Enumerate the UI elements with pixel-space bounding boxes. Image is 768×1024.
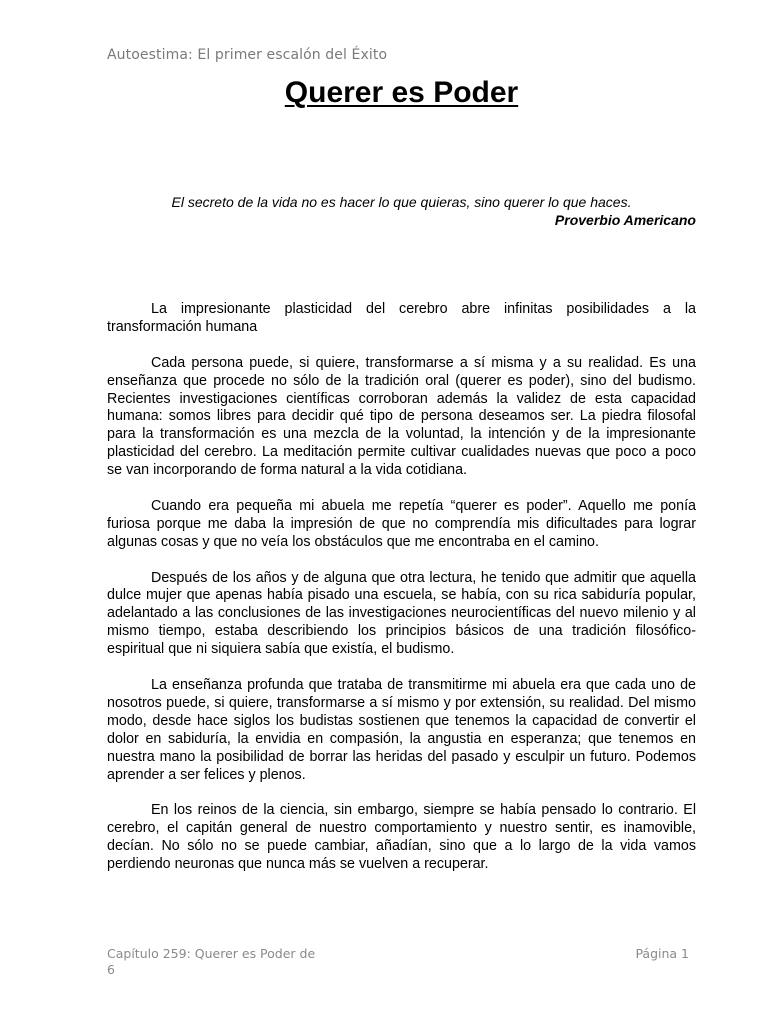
paragraph-2: Cada persona puede, si quiere, transformarse a sí misma y a su realidad. Es una enseñanza que procede no sólo de la tradición oral (querer es poder), sino del budismo. Recientes investigaciones científicas corroboran además la validez de esta capacidad humana: somos libres para decidir qué tipo de persona deseamos ser. La piedra filosofal para la transformación es una mezcla de la voluntad, la intención y de la impresionante plasticidad del cerebro. La meditación permite cultivar cualidades nuevas que poco a poco se van incorporando de forma natural a la vida cotidiana. [107,354,696,479]
epigraph-quote: El secreto de la vida no es hacer lo que quieras, sino querer lo que haces. [171,194,632,210]
footer-page-number: Página 1 [635,946,689,961]
paragraph-1: La impresionante plasticidad del cerebro abre infinitas posibilidades a la transformación humana [107,301,696,335]
paragraph-3: Cuando era pequeña mi abuela me repetía “querer es poder”. Aquello me ponía furiosa porque me daba la impresión de que no comprendía mis dificultades para lograr algunas cosas y que no veía los obstáculos que me encontraba en el camino. [107,497,696,550]
page-title-text: Querer es Poder [284,76,519,109]
footer-chapter: Capítulo 259: Querer es Poder de 6 [107,946,316,977]
paragraph-6: En los reinos de la ciencia, sin embargo, siempre se había pensado lo contrario. El cerebro, el capitán general de nuestro comportamiento y nuestro sentir, es inamovible, decían. No sólo no se puede cambiar, añadían, sino que a lo largo de la vida vamos perdiendo neuronas que nunca más se vuelven a recuperar. [107,802,696,873]
paragraph-4: Después de los años y de alguna que otra lectura, he tenido que admitir que aquella dulce mujer que apenas había pisado una escuela, se había, con su rica sabiduría popular, adelantado a las conclusiones de las investigaciones neurocientíficas del nuevo milenio y al mismo tiempo, estaba describiendo los principios básicos de una tradición filosófico-espiritual que ni siquiera sabía que existía, el budismo. [107,569,696,658]
paragraph-5: La enseñanza profunda que trataba de transmitirme mi abuela era que cada uno de nosotros puede, si quiere, transformarse a sí mismo y por extensión, su realidad. Del mismo modo, desde hace siglos los budistas sostienen que tenemos la capacidad de convertir el dolor en sabiduría, la envidia en compasión, la angustia en esperanza; que tenemos en nuestra mano la posibilidad de borrar las heridas del pasado y esculpir un futuro. Podemos aprender a ser felices y plenos. [107,676,696,783]
epigraph-author: Proverbio Americano [554,212,696,228]
body-text [107,301,696,892]
running-header: Autoestima: El primer escalón del Éxito [107,47,388,63]
page-title [107,76,696,110]
epigraph [107,193,696,229]
